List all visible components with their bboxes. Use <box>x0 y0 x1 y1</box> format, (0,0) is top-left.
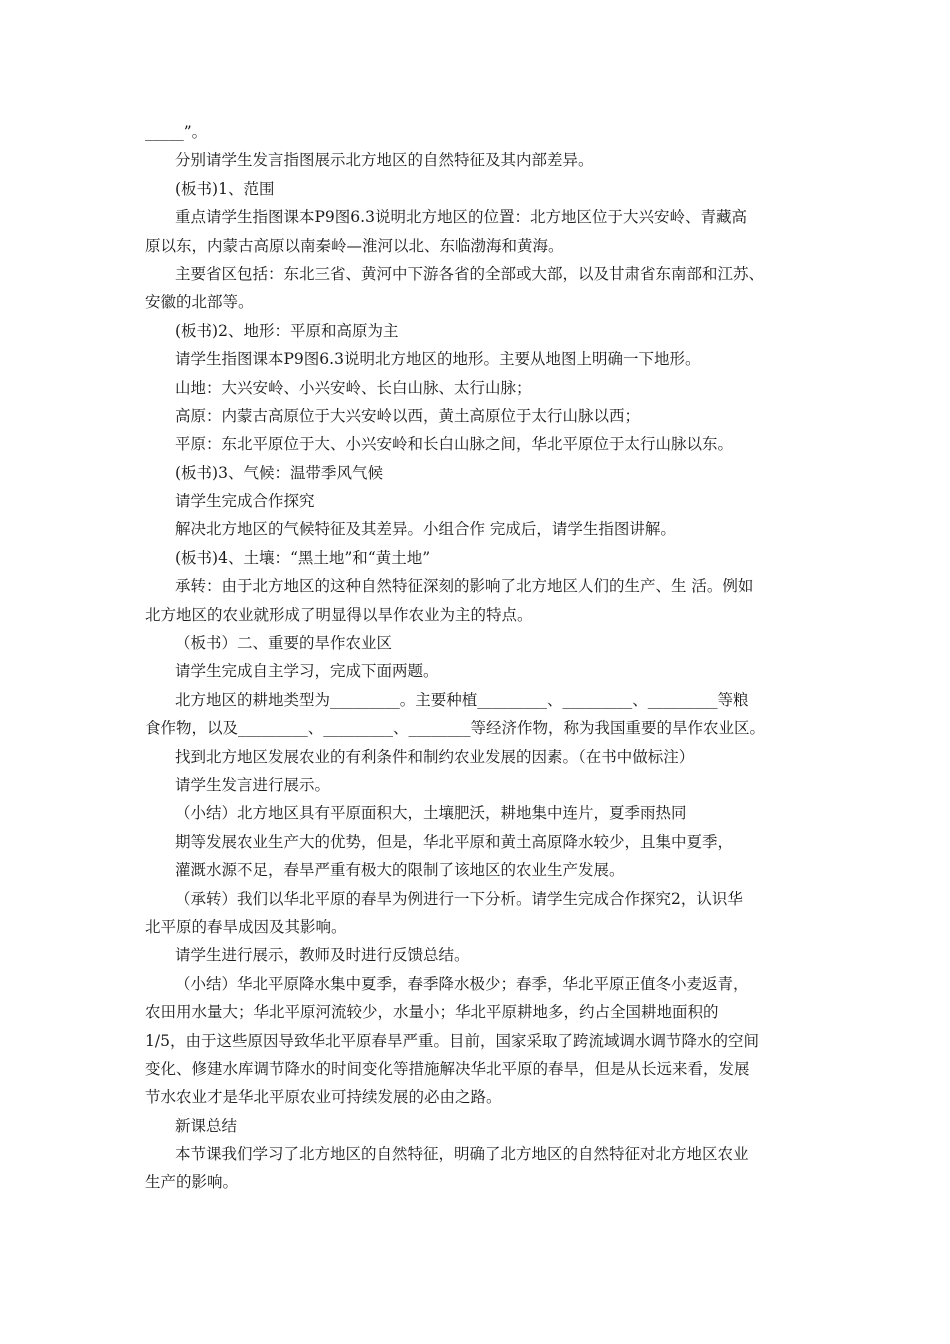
text-line: (板书)1、范围 <box>175 179 275 198</box>
document-body <box>145 118 815 1197</box>
text-line: 高原：内蒙古高原位于大兴安岭以西，黄土高原位于太行山脉以西； <box>175 406 641 425</box>
text-line: （小结）华北平原降水集中夏季，春季降水极少；春季，华北平原正值冬小麦返青， <box>175 974 749 993</box>
text-line: 本节课我们学习了北方地区的自然特征，明确了北方地区的自然特征对北方地区农业 <box>175 1145 749 1164</box>
text-line: (板书)3、气候：温带季风气候 <box>175 463 383 482</box>
text-line: 农田用水量大；华北平原河流较少，水量小；华北平原耕地多，约占全国耕地面积的 <box>145 1003 719 1022</box>
text-line: 节水农业才是华北平原农业可持续发展的必由之路。 <box>145 1088 502 1107</box>
text-line: 北平原的春旱成因及其影响。 <box>145 917 347 936</box>
text-line: 1/5，由于这些原因导致华北平原春旱严重。目前，国家采取了跨流域调水调节降水的空间 <box>145 1031 759 1050</box>
text-line: (板书)4、土壤：“黑土地”和“黄土地” <box>175 548 431 567</box>
text-line: (板书)2、地形：平原和高原为主 <box>175 321 399 340</box>
text-line: 灌溉水源不足，春旱严重有极大的限制了该地区的农业生产发展。 <box>175 861 625 880</box>
text-line: 生产的影响。 <box>145 1173 239 1192</box>
text-line: _____”。 <box>145 123 208 141</box>
text-line: 请学生指图课本P9图6.3说明北方地区的地形。主要从地图上明确一下地形。 <box>175 350 701 369</box>
text-line: 变化、修建水库调节降水的时间变化等措施解决华北平原的春旱，但是从长远来看，发展 <box>145 1059 750 1078</box>
text-line: 找到北方地区发展农业的有利条件和制约农业发展的因素。（在书中做标注） <box>175 747 695 766</box>
text-line: 请学生发言进行展示。 <box>175 775 331 794</box>
text-line: 北方地区的农业就形成了明显得以旱作农业为主的特点。 <box>145 605 533 624</box>
text-line: 主要省区包括：东北三省、黄河中下游各省的全部或大部，以及甘肃省东南部和江苏、 <box>175 264 765 283</box>
text-line: （小结）北方地区具有平原面积大，土壤肥沃，耕地集中连片，夏季雨热同 <box>175 804 687 823</box>
text-line: 重点请学生指图课本P9图6.3说明北方地区的位置：北方地区位于大兴安岭、青藏高 <box>175 208 747 227</box>
text-line: 期等发展农业生产大的优势，但是，华北平原和黄土高原降水较少，且集中夏季， <box>175 832 734 851</box>
text-line: 分别请学生发言指图展示北方地区的自然特征及其内部差异。 <box>175 151 594 170</box>
text-line: 解决北方地区的气候特征及其差异。小组合作 完成后，请学生指图讲解。 <box>175 520 676 539</box>
text-line: 食作物，以及_________、_________、________等经济作物，称为我国重要的旱作农业区。 <box>145 719 766 738</box>
text-line: 请学生完成自主学习，完成下面两题。 <box>175 662 439 681</box>
text-line: 山地：大兴安岭、小兴安岭、长白山脉、太行山脉； <box>175 378 532 397</box>
text-line: （承转）我们以华北平原的春旱为例进行一下分析。请学生完成合作探究2，认识华 <box>175 889 743 908</box>
text-line: 原以东，内蒙古高原以南秦岭—淮河以北、东临渤海和黄海。 <box>145 236 564 255</box>
text-line: 承转：由于北方地区的这种自然特征深刻的影响了北方地区人们的生产、生 活。例如 <box>175 577 754 596</box>
text-line: 请学生完成合作探究 <box>175 492 315 511</box>
text-line: 北方地区的耕地类型为_________。主要种植_________、_________、_________等粮 <box>175 690 749 709</box>
text-line: 安徽的北部等。 <box>145 293 254 312</box>
text-line: 请学生进行展示，教师及时进行反馈总结。 <box>175 946 470 965</box>
text-line: 平原：东北平原位于大、小兴安岭和长白山脉之间，华北平原位于太行山脉以东。 <box>175 435 734 454</box>
text-line: （板书）二、重要的旱作农业区 <box>175 634 393 653</box>
text-line: 新课总结 <box>175 1116 238 1135</box>
